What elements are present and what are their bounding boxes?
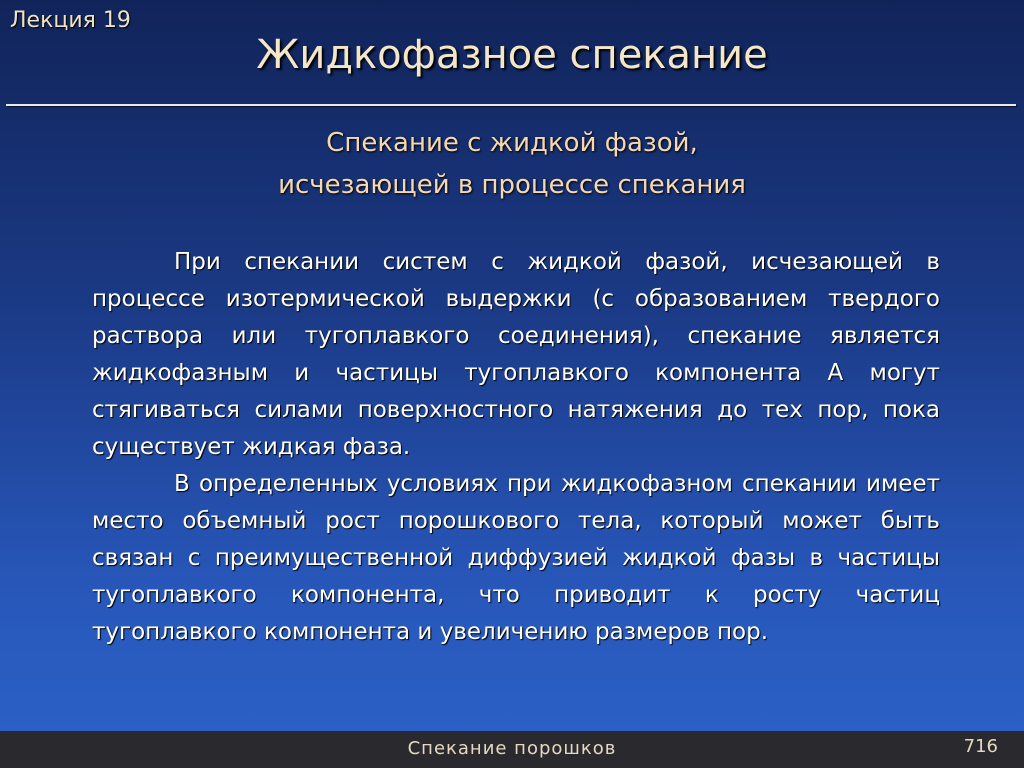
- subtitle-line-1: Спекание с жидкой фазой,: [326, 128, 698, 158]
- body-paragraph-2: В определенных условиях при жидкофазном спекании имеет место объемный рост порошкового тела, который может быть связан с преимущественной диффузией жидкой фазы в частицы тугоплавкого компонента, что приводит к росту частиц тугоплавкого компонента и увеличению размеров пор.: [92, 471, 940, 645]
- lecture-label: Лекция 19: [10, 8, 131, 33]
- page-number: 716: [963, 736, 998, 757]
- body-text: [92, 244, 940, 651]
- title-divider: [6, 104, 1016, 106]
- footer-title: Спекание порошков: [407, 738, 617, 759]
- subtitle-line-2: исчезающей в процессе спекания: [278, 170, 746, 200]
- slide-title: Жидкофазное спекание: [256, 32, 768, 78]
- body-paragraph-1: При спекании систем с жидкой фазой, исчезающей в процессе изотермической выдержки (с образованием твердого раствора или тугоплавкого соединения), спекание является жидкофазным и частицы тугоплавкого компонента A могут стягиваться силами поверхностного натяжения до тех пор, пока существует жидкая фаза.: [92, 249, 940, 460]
